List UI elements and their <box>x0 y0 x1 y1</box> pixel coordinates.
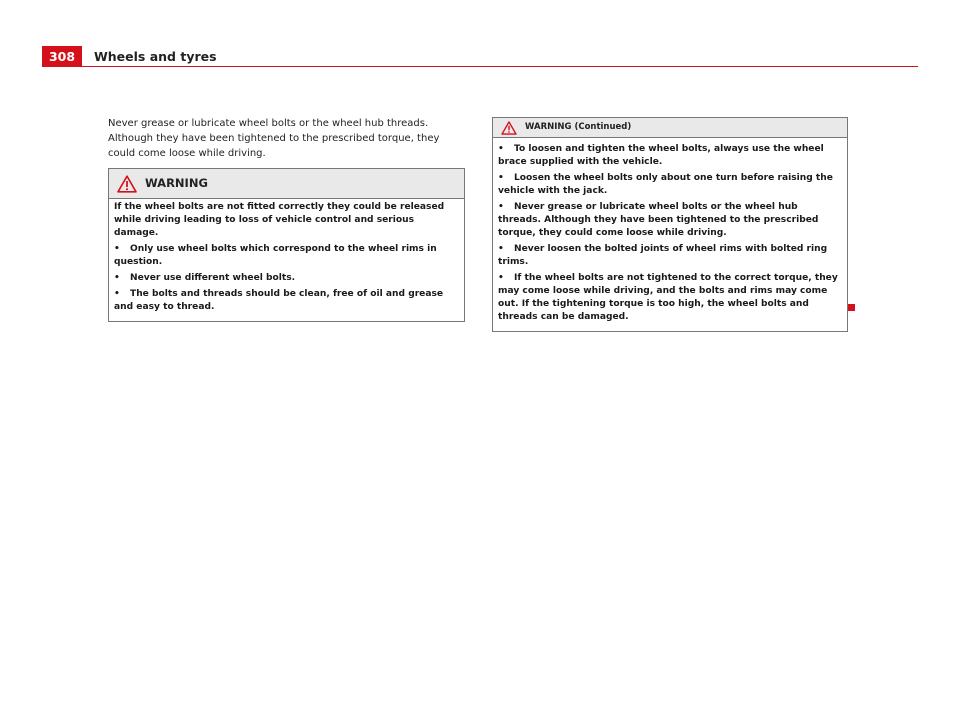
warning-bullet-text: Only use wheel bolts which correspond to the wheel rims in question. <box>114 244 437 267</box>
warning-header <box>109 169 464 199</box>
warning-bullet-text: Never use different wheel bolts. <box>130 273 296 283</box>
warning-bullet-text: Never loosen the bolted joints of wheel rims with bolted ring trims. <box>498 244 828 267</box>
warning-triangle-icon <box>117 175 137 193</box>
warning-body <box>109 199 464 321</box>
bullet-glyph: • <box>114 244 120 254</box>
page-title: Wheels and tyres <box>94 49 217 64</box>
warning-bullet-list <box>114 243 459 314</box>
warning-bullet-text: The bolts and threads should be clean, free of oil and grease and easy to thread. <box>114 289 444 312</box>
warning-bullet-text: If the wheel bolts are not tightened to the correct torque, they may come loose while driving, and the bolts and rims may come out. If the tightening torque is too high, the wheel bolts and threads can be damaged. <box>498 273 838 322</box>
bullet-glyph: • <box>114 289 120 299</box>
warning-header <box>493 118 847 138</box>
bullet-glyph: • <box>498 173 504 183</box>
warning-bullet <box>498 201 842 240</box>
bullet-glyph: • <box>114 273 120 283</box>
warning-bullet-list <box>498 143 842 324</box>
warning-title: WARNING (Continued) <box>525 122 632 132</box>
warning-triangle-icon <box>501 121 517 135</box>
intro-paragraph: Never grease or lubricate wheel bolts or the wheel hub threads. Although they have been tightened to the prescribed torque, they could come loose while driving. <box>108 118 440 159</box>
warning-bullet-text: Never grease or lubricate wheel bolts or the wheel hub threads. Although they have been tightened to the prescribed torque, they could come loose while driving. <box>498 202 819 238</box>
warning-bullet <box>498 272 842 324</box>
bullet-glyph: • <box>498 202 504 212</box>
warning-bullet <box>114 288 459 314</box>
bullet-glyph: • <box>498 273 504 283</box>
warning-bullet <box>498 143 842 169</box>
bullet-glyph: • <box>498 244 504 254</box>
warning-bullet-text: To loosen and tighten the wheel bolts, always use the wheel brace supplied with the vehicle. <box>498 144 824 167</box>
warning-box <box>108 168 465 322</box>
warning-continued-box <box>492 117 848 332</box>
warning-bullet <box>498 243 842 269</box>
warning-lead: If the wheel bolts are not fitted correctly they could be released while driving leading to loss of vehicle control and serious damage. <box>114 202 445 238</box>
warning-bullet <box>498 172 842 198</box>
warning-bullet <box>114 243 459 269</box>
page-number: 308 <box>42 46 82 67</box>
warning-title: WARNING <box>145 176 208 190</box>
header-rule <box>82 66 918 67</box>
section-end-marker <box>848 304 855 311</box>
warning-bullet-text: Loosen the wheel bolts only about one turn before raising the vehicle with the jack. <box>498 173 833 196</box>
warning-bullet <box>114 272 459 285</box>
bullet-glyph: • <box>498 144 504 154</box>
warning-body <box>493 138 847 331</box>
